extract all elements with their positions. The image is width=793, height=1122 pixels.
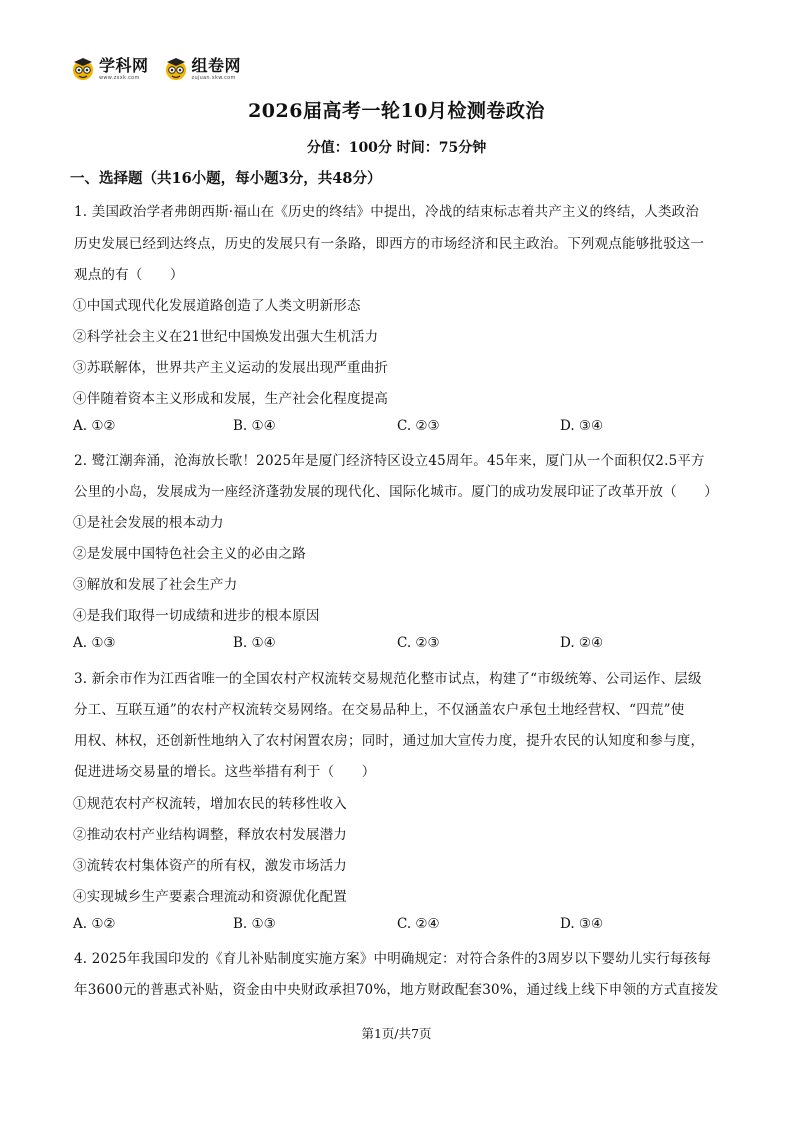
question-1-item: ①中国式现代化发展道路创造了人类文明新形态 [73, 298, 361, 314]
question-3-item: ②推动农村产业结构调整，释放农村发展潜力 [73, 827, 347, 843]
question-3-options [73, 916, 723, 936]
exam-info: 分值：100分 时间：75分钟 [306, 140, 487, 156]
option-c[interactable]: C. ②③ [397, 635, 440, 651]
question-2-item: ④是我们取得一切成绩和进步的根本原因 [73, 608, 320, 624]
page-footer: 第1页/共7页 [361, 1026, 432, 1041]
question-1-item: ③苏联解体，世界共产主义运动的发展出现严重曲折 [73, 360, 389, 376]
question-1-options [73, 418, 723, 438]
question-2-item: ②是发展中国特色社会主义的必由之路 [73, 546, 306, 562]
question-3-stem-line: 分工、互联互通”的农村产权流转交易网络。在交易品种上，不仅涵盖农户承包土地经营权、“四荒”使 [74, 702, 685, 718]
question-3-stem-line: 促进进场交易量的增长。这些举措有利于（ ） [74, 764, 376, 780]
option-a[interactable]: A. ①② [73, 916, 116, 932]
logo-zujuanwang [163, 56, 242, 82]
option-a[interactable]: A. ①③ [73, 635, 116, 651]
option-d[interactable]: D. ②④ [560, 635, 604, 651]
question-3-item: ④实现城乡生产要素合理流动和资源优化配置 [73, 889, 347, 905]
option-b[interactable]: B. ①③ [233, 916, 276, 932]
question-3-item: ③流转农村集体资产的所有权，激发市场活力 [73, 858, 347, 874]
question-1-item: ④伴随着资本主义形成和发展，生产社会化程度提高 [73, 391, 389, 407]
option-c[interactable]: C. ②④ [397, 916, 440, 932]
question-2-stem-line: 公里的小岛，发展成为一座经济蓬勃发展的现代化、国际化城市。厦门的成功发展印证了改革开放（ ） [74, 484, 718, 500]
question-3-stem-line: 3. 新余市作为江西省唯一的全国农村产权流转交易规范化整市试点，构建了“市级统筹、公司运作、层级 [74, 671, 702, 687]
option-d[interactable]: D. ③④ [560, 916, 604, 932]
question-2-stem-line: 2. 鹭江潮奔涌，沧海放长歌！2025年是厦门经济特区设立45周年。45年来，厦门从一个面积仅2.5平方 [74, 453, 705, 469]
option-a[interactable]: A. ①② [73, 418, 116, 434]
logo-name: 组卷网 [191, 55, 242, 75]
logo-url: www.zxxk.com [99, 74, 140, 81]
header-logos [70, 56, 241, 82]
logo-url: zujuan.xkw.com [191, 74, 236, 81]
option-c[interactable]: C. ②③ [397, 418, 440, 434]
logo-xuekewang [70, 56, 149, 82]
option-b[interactable]: B. ①④ [233, 418, 276, 434]
page-title: 2026届高考一轮10月检测卷政治 [248, 100, 545, 122]
logo-name: 学科网 [99, 55, 149, 75]
question-1-stem-line: 历史发展已经到达终点，历史的发展只有一条路，即西方的市场经济和民主政治。下列观点能够批驳这一 [74, 236, 705, 252]
question-1-item: ②科学社会主义在21世纪中国焕发出强大生机活力 [73, 329, 379, 345]
question-1-stem-line: 观点的有（ ） [74, 267, 184, 283]
section-heading: 一、选择题（共16小题，每小题3分，共48分） [70, 170, 382, 187]
owl-mascot-icon [163, 56, 189, 82]
question-4-stem-line: 4. 2025年我国印发的《育儿补贴制度实施方案》中明确规定：对符合条件的3周岁以下婴幼儿实行每孩每 [74, 951, 712, 967]
owl-mascot-icon [70, 56, 96, 82]
question-2-options [73, 635, 723, 655]
question-2-item: ①是社会发展的根本动力 [73, 515, 224, 531]
question-1-stem-line: 1. 美国政治学者弗朗西斯·福山在《历史的终结》中提出，冷战的结束标志着共产主义的终结，人类政治 [74, 204, 700, 220]
question-4-stem-line: 年3600元的普惠式补贴，资金由中央财政承担70%，地方财政配套30%，通过线上线下申领的方式直接发 [74, 982, 719, 998]
question-2-item: ③解放和发展了社会生产力 [73, 577, 238, 593]
question-3-item: ①规范农村产权流转，增加农民的转移性收入 [73, 796, 347, 812]
option-b[interactable]: B. ①④ [233, 635, 276, 651]
question-3-stem-line: 用权、林权，还创新性地纳入了农村闲置农房；同时，通过加大宣传力度，提升农民的认知度和参与度， [74, 733, 705, 749]
option-d[interactable]: D. ③④ [560, 418, 604, 434]
